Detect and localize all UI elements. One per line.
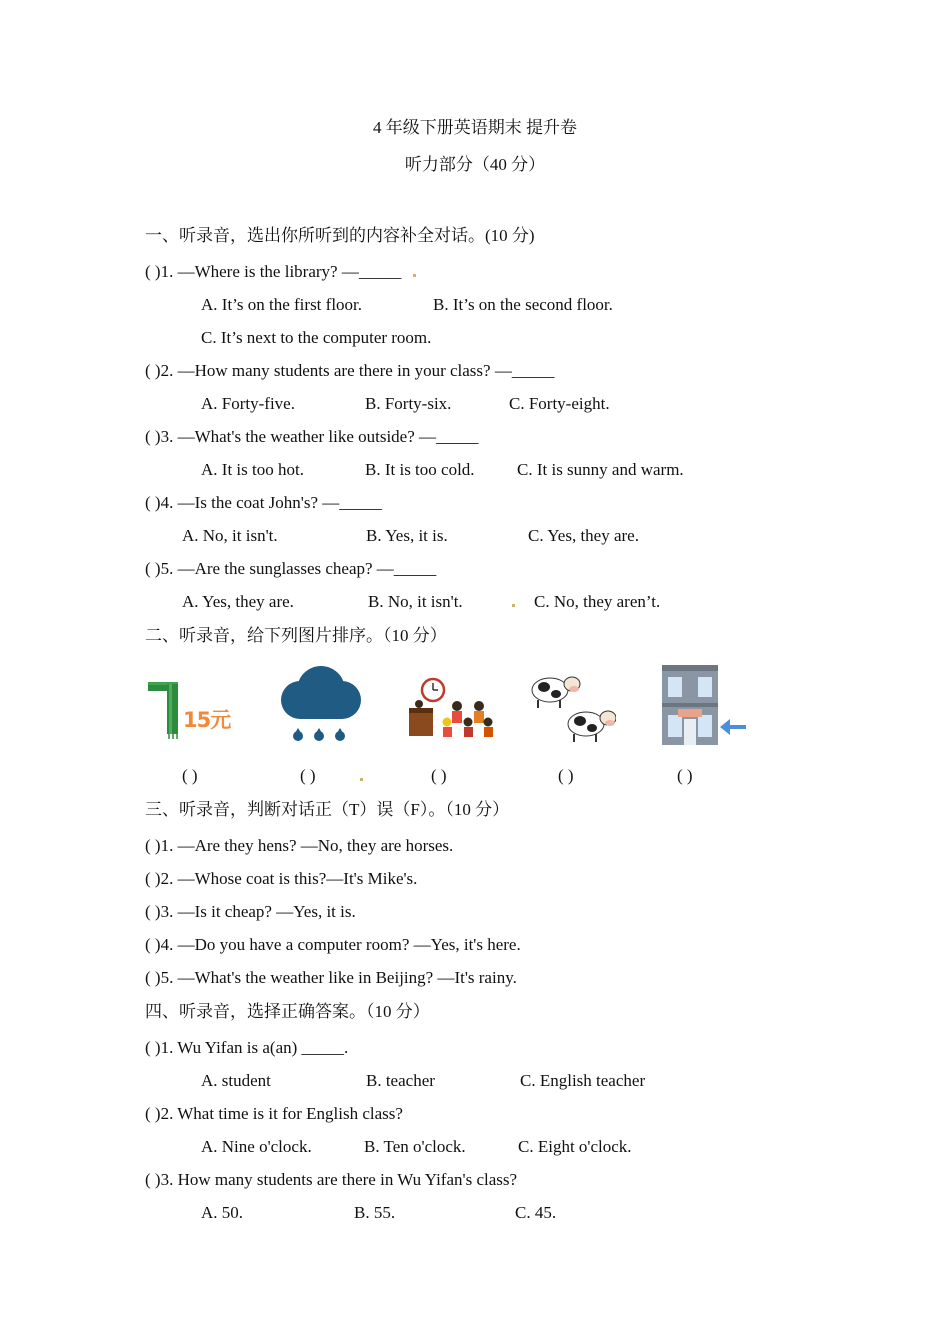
s4-q3-option-b: B. 55.	[354, 1203, 396, 1222]
s4-q3-option-a: A. 50.	[201, 1203, 244, 1222]
s1-q4-option-c: C. Yes, they are.	[528, 526, 639, 545]
rain-cloud-picture	[278, 664, 364, 748]
rain-cloud-icon	[278, 664, 364, 748]
s1-q5-option-b: B. No, it isn't.	[368, 592, 463, 611]
exam-subtitle: 听力部分（40 分）	[404, 155, 546, 174]
speck	[512, 604, 515, 607]
s3-item-2: ( )2. —Whose coat is this?—It's Mike's.	[145, 869, 418, 888]
price-label: 15元	[183, 708, 231, 732]
speck	[413, 274, 416, 277]
s4-q3-option-c: C. 45.	[515, 1203, 557, 1222]
s1-q4-option-a: A. No, it isn't.	[182, 526, 278, 545]
s4-q2-option-b: B. Ten o'clock.	[364, 1137, 466, 1156]
s4-q1-stem: ( )1. Wu Yifan is a(an) _____.	[145, 1038, 349, 1057]
section1-heading: 一、听录音，选出你所听到的内容补全对话。(10 分)	[145, 226, 535, 245]
s3-item-1: ( )1. —Are they hens? —No, they are horses.	[145, 836, 454, 855]
s1-q1-stem: ( )1. —Where is the library? —_____	[145, 262, 402, 281]
s4-q2-option-c: C. Eight o'clock.	[518, 1137, 632, 1156]
building-icon	[660, 663, 750, 747]
arrow-left-icon	[720, 719, 746, 735]
s1-q3-stem: ( )3. —What's the weather like outside? —_____	[145, 427, 479, 446]
s1-q3-option-c: C. It is sunny and warm.	[517, 460, 684, 479]
cow-icon	[528, 670, 616, 746]
s1-q2-stem: ( )2. —How many students are there in your class? —_____	[145, 361, 555, 380]
s1-q4-stem: ( )4. —Is the coat John's? —_____	[145, 493, 382, 512]
s1-q1-option-b: B. It’s on the second floor.	[433, 295, 613, 314]
s4-q1-option-b: B. teacher	[366, 1071, 435, 1090]
s3-item-4: ( )4. —Do you have a computer room? —Yes, it's here.	[145, 935, 521, 954]
s3-item-5: ( )5. —What's the weather like in Beijing? —It's rainy.	[145, 968, 517, 987]
s3-item-3: ( )3. —Is it cheap? —Yes, it is.	[145, 902, 356, 921]
s1-q5-stem: ( )5. —Are the sunglasses cheap? —_____	[145, 559, 437, 578]
s1-q2-option-c: C. Forty-eight.	[509, 394, 610, 413]
s4-q2-option-a: A. Nine o'clock.	[201, 1137, 312, 1156]
s2-blank-5[interactable]: ( )	[677, 766, 693, 785]
s1-q2-option-a: A. Forty-five.	[201, 394, 295, 413]
music-class-icon	[405, 676, 497, 740]
s4-q2-stem: ( )2. What time is it for English class?	[145, 1104, 403, 1123]
s2-blank-4[interactable]: ( )	[558, 766, 574, 785]
s4-q1-option-a: A. student	[201, 1071, 271, 1090]
s2-blank-3[interactable]: ( )	[431, 766, 447, 785]
section2-heading: 二、听录音，给下列图片排序。（10 分）	[145, 626, 447, 645]
s2-blank-2[interactable]: ( )	[300, 766, 316, 785]
s1-q5-option-a: A. Yes, they are.	[182, 592, 294, 611]
section4-heading: 四、听录音，选择正确答案。（10 分）	[145, 1002, 430, 1021]
s2-blank-1[interactable]: ( )	[182, 766, 198, 785]
s1-q3-option-b: B. It is too cold.	[365, 460, 475, 479]
s1-q1-option-a: A. It’s on the first floor.	[201, 295, 363, 314]
s1-q4-option-b: B. Yes, it is.	[366, 526, 448, 545]
building-floor-picture	[660, 663, 750, 747]
s1-q1-option-c: C. It’s next to the computer room.	[201, 328, 432, 347]
section3-heading: 三、听录音，判断对话正（T）误（F）。（10 分）	[145, 800, 510, 819]
s1-q5-option-c: C. No, they aren’t.	[534, 592, 661, 611]
s1-q2-option-b: B. Forty-six.	[365, 394, 452, 413]
s4-q3-stem: ( )3. How many students are there in Wu Yifan's class?	[145, 1170, 518, 1189]
scarf-price-picture	[145, 672, 240, 742]
speck	[360, 778, 363, 781]
s4-q1-option-c: C. English teacher	[520, 1071, 646, 1090]
music-class-picture	[405, 676, 497, 740]
s1-q3-option-a: A. It is too hot.	[201, 460, 304, 479]
exam-title: 4 年级下册英语期末 提升卷	[373, 118, 577, 137]
cows-picture	[528, 670, 616, 746]
